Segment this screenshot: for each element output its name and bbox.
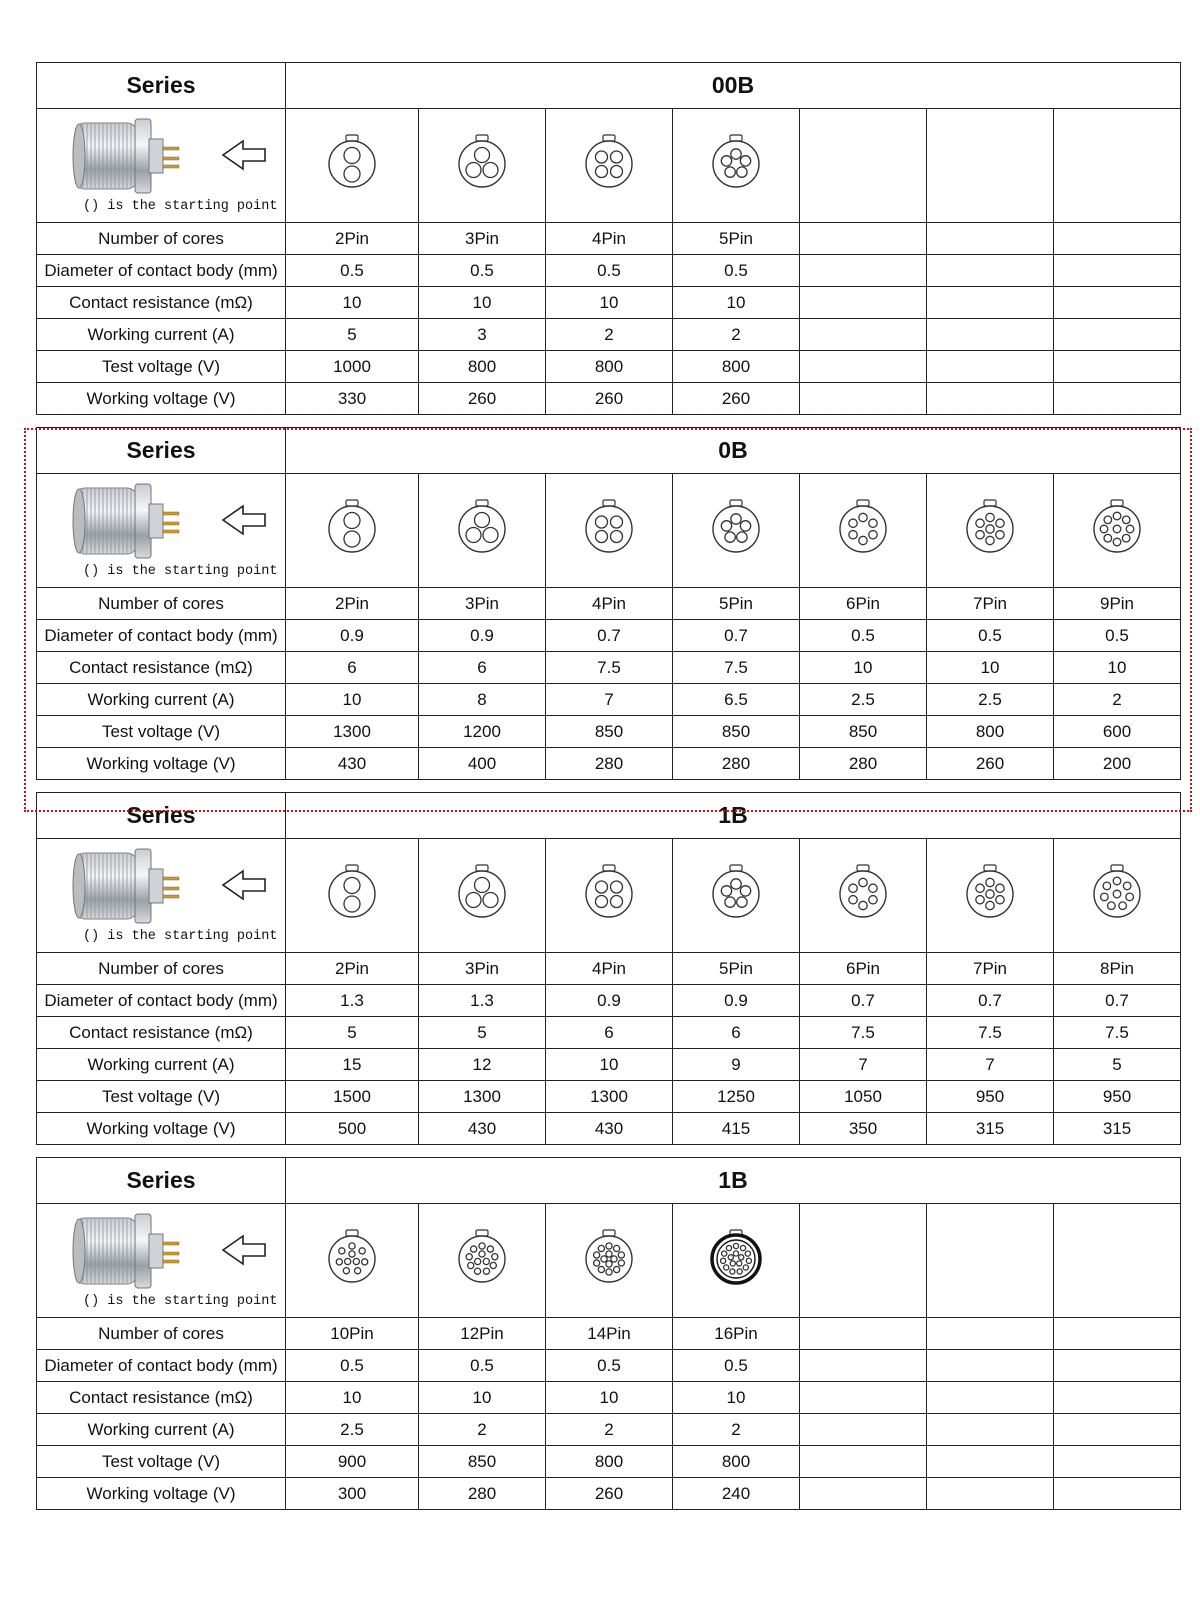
value-cell: 500 (286, 1113, 419, 1145)
pin-layout-icon (1087, 497, 1147, 559)
value-cell: 0.5 (927, 620, 1054, 652)
value-cell: 1300 (546, 1081, 673, 1113)
value-cell: 5 (286, 319, 419, 351)
value-cell: 4Pin (546, 588, 673, 620)
empty-cell (927, 287, 1054, 319)
table-row (37, 1414, 1181, 1446)
value-cell: 10 (1054, 652, 1181, 684)
value-cell: 1300 (286, 716, 419, 748)
empty-cell (800, 287, 927, 319)
row-label: Number of cores (37, 223, 286, 255)
value-cell: 10 (286, 1382, 419, 1414)
empty-cell (800, 1204, 927, 1318)
empty-cell (800, 109, 927, 223)
value-cell: 1250 (673, 1081, 800, 1113)
table-row (37, 1350, 1181, 1382)
table-row (37, 985, 1181, 1017)
table-row (37, 351, 1181, 383)
value-cell: 3 (419, 319, 546, 351)
value-cell: 7Pin (927, 588, 1054, 620)
series-name: 00B (286, 63, 1181, 109)
value-cell: 10 (927, 652, 1054, 684)
value-cell: 0.5 (286, 1350, 419, 1382)
pin-diagram-cell (1054, 839, 1181, 953)
row-label: Contact resistance (mΩ) (37, 652, 286, 684)
value-cell: 1050 (800, 1081, 927, 1113)
value-cell: 260 (546, 383, 673, 415)
connector-photo-cell (37, 109, 286, 223)
connector-photo (69, 847, 309, 927)
table-row (37, 287, 1181, 319)
value-cell: 9Pin (1054, 588, 1181, 620)
table-row (37, 1113, 1181, 1145)
value-cell: 315 (927, 1113, 1054, 1145)
value-cell: 7.5 (800, 1017, 927, 1049)
value-cell: 6Pin (800, 953, 927, 985)
value-cell: 2 (546, 319, 673, 351)
table-row (37, 1318, 1181, 1350)
row-label: Diameter of contact body (mm) (37, 985, 286, 1017)
value-cell: 1000 (286, 351, 419, 383)
value-cell: 1500 (286, 1081, 419, 1113)
pin-layout-icon (706, 132, 766, 194)
row-label: Diameter of contact body (mm) (37, 255, 286, 287)
value-cell: 2Pin (286, 588, 419, 620)
row-label: Number of cores (37, 588, 286, 620)
empty-cell (927, 1318, 1054, 1350)
value-cell: 850 (800, 716, 927, 748)
value-cell: 2 (419, 1414, 546, 1446)
value-cell: 0.9 (546, 985, 673, 1017)
starting-point-note: () is the starting point (83, 1294, 278, 1309)
value-cell: 12Pin (419, 1318, 546, 1350)
row-label: Working current (A) (37, 319, 286, 351)
pin-diagram-cell (673, 474, 800, 588)
series-label: Series (37, 428, 286, 474)
value-cell: 0.9 (286, 620, 419, 652)
value-cell: 3Pin (419, 223, 546, 255)
value-cell: 415 (673, 1113, 800, 1145)
value-cell: 2 (1054, 684, 1181, 716)
value-cell: 7 (800, 1049, 927, 1081)
pin-diagram-cell (419, 109, 546, 223)
pin-diagram-cell (546, 1204, 673, 1318)
value-cell: 6 (546, 1017, 673, 1049)
connector-photo (69, 482, 309, 562)
series-label: Series (37, 63, 286, 109)
row-label: Test voltage (V) (37, 351, 286, 383)
value-cell: 10 (419, 287, 546, 319)
row-label: Working current (A) (37, 1049, 286, 1081)
row-label: Working current (A) (37, 684, 286, 716)
value-cell: 200 (1054, 748, 1181, 780)
pin-layout-icon (960, 497, 1020, 559)
empty-cell (927, 1382, 1054, 1414)
row-label: Working current (A) (37, 1414, 286, 1446)
value-cell: 10 (546, 287, 673, 319)
value-cell: 7 (546, 684, 673, 716)
value-cell: 0.7 (1054, 985, 1181, 1017)
row-label: Working voltage (V) (37, 1113, 286, 1145)
value-cell: 300 (286, 1478, 419, 1510)
value-cell: 6 (286, 652, 419, 684)
series-name: 1B (286, 1158, 1181, 1204)
row-label: Contact resistance (mΩ) (37, 1382, 286, 1414)
value-cell: 6 (419, 652, 546, 684)
row-label: Contact resistance (mΩ) (37, 1017, 286, 1049)
value-cell: 0.5 (673, 1350, 800, 1382)
value-cell: 0.5 (800, 620, 927, 652)
series-label: Series (37, 793, 286, 839)
pin-diagram-cell (1054, 474, 1181, 588)
value-cell: 1.3 (419, 985, 546, 1017)
empty-cell (800, 351, 927, 383)
value-cell: 2Pin (286, 223, 419, 255)
pin-layout-icon (833, 497, 893, 559)
row-label: Working voltage (V) (37, 748, 286, 780)
value-cell: 0.5 (1054, 620, 1181, 652)
value-cell: 10 (286, 287, 419, 319)
table-row (37, 1382, 1181, 1414)
series-name: 0B (286, 428, 1181, 474)
value-cell: 2.5 (286, 1414, 419, 1446)
pin-diagram-cell (800, 839, 927, 953)
pin-diagram-cell (546, 839, 673, 953)
empty-cell (800, 1414, 927, 1446)
value-cell: 10 (673, 287, 800, 319)
pin-diagram-cell (546, 109, 673, 223)
empty-cell (927, 1446, 1054, 1478)
starting-point-note: () is the starting point (83, 929, 278, 944)
row-label: Number of cores (37, 953, 286, 985)
value-cell: 950 (927, 1081, 1054, 1113)
pin-layout-icon (452, 1227, 512, 1289)
pin-layout-icon (579, 132, 639, 194)
empty-cell (800, 255, 927, 287)
value-cell: 350 (800, 1113, 927, 1145)
pin-layout-icon (579, 1227, 639, 1289)
pin-diagram-cell (673, 1204, 800, 1318)
value-cell: 6Pin (800, 588, 927, 620)
value-cell: 0.7 (800, 985, 927, 1017)
value-cell: 2 (546, 1414, 673, 1446)
value-cell: 12 (419, 1049, 546, 1081)
value-cell: 10 (800, 652, 927, 684)
value-cell: 260 (546, 1478, 673, 1510)
pin-layout-icon (706, 1227, 766, 1289)
empty-cell (927, 1414, 1054, 1446)
row-label: Working voltage (V) (37, 383, 286, 415)
table-row (37, 684, 1181, 716)
empty-cell (1054, 287, 1181, 319)
value-cell: 260 (673, 383, 800, 415)
value-cell: 0.9 (673, 985, 800, 1017)
empty-cell (927, 1204, 1054, 1318)
value-cell: 260 (927, 748, 1054, 780)
value-cell: 280 (419, 1478, 546, 1510)
pin-layout-icon (579, 497, 639, 559)
pin-layout-icon (960, 862, 1020, 924)
empty-cell (927, 223, 1054, 255)
value-cell: 2Pin (286, 953, 419, 985)
empty-cell (800, 1350, 927, 1382)
value-cell: 10 (419, 1382, 546, 1414)
value-cell: 7Pin (927, 953, 1054, 985)
value-cell: 430 (546, 1113, 673, 1145)
value-cell: 800 (673, 351, 800, 383)
connector-photo (69, 117, 309, 197)
value-cell: 4Pin (546, 953, 673, 985)
value-cell: 0.5 (546, 1350, 673, 1382)
empty-cell (800, 1478, 927, 1510)
pin-diagram-cell (419, 1204, 546, 1318)
table-row (37, 319, 1181, 351)
empty-cell (1054, 1350, 1181, 1382)
value-cell: 16Pin (673, 1318, 800, 1350)
pin-diagram-cell (419, 839, 546, 953)
connector-photo-cell (37, 474, 286, 588)
value-cell: 5Pin (673, 223, 800, 255)
series-table-1b (36, 1157, 1181, 1510)
pin-diagram-cell (419, 474, 546, 588)
pin-layout-icon (579, 862, 639, 924)
value-cell: 5 (419, 1017, 546, 1049)
table-row (37, 620, 1181, 652)
empty-cell (1054, 223, 1181, 255)
starting-point-note: () is the starting point (83, 564, 278, 579)
empty-cell (800, 223, 927, 255)
value-cell: 14Pin (546, 1318, 673, 1350)
value-cell: 3Pin (419, 588, 546, 620)
empty-cell (1054, 1318, 1181, 1350)
empty-cell (800, 1446, 927, 1478)
value-cell: 8Pin (1054, 953, 1181, 985)
table-row (37, 588, 1181, 620)
value-cell: 0.5 (419, 1350, 546, 1382)
value-cell: 7.5 (546, 652, 673, 684)
table-row (37, 748, 1181, 780)
empty-cell (1054, 1414, 1181, 1446)
pin-layout-icon (1087, 862, 1147, 924)
series-table-0b (36, 427, 1181, 780)
value-cell: 1200 (419, 716, 546, 748)
value-cell: 5Pin (673, 588, 800, 620)
table-row (37, 652, 1181, 684)
row-label: Test voltage (V) (37, 1446, 286, 1478)
value-cell: 0.5 (673, 255, 800, 287)
value-cell: 280 (800, 748, 927, 780)
empty-cell (927, 109, 1054, 223)
empty-cell (1054, 1478, 1181, 1510)
value-cell: 2.5 (927, 684, 1054, 716)
value-cell: 0.7 (673, 620, 800, 652)
value-cell: 9 (673, 1049, 800, 1081)
value-cell: 15 (286, 1049, 419, 1081)
row-label: Working voltage (V) (37, 1478, 286, 1510)
value-cell: 430 (419, 1113, 546, 1145)
table-row (37, 953, 1181, 985)
value-cell: 6 (673, 1017, 800, 1049)
series-table-00b (36, 62, 1181, 415)
value-cell: 0.5 (419, 255, 546, 287)
value-cell: 2.5 (800, 684, 927, 716)
connector-photo-cell (37, 1204, 286, 1318)
value-cell: 800 (546, 351, 673, 383)
value-cell: 7.5 (927, 1017, 1054, 1049)
value-cell: 0.7 (927, 985, 1054, 1017)
row-label: Diameter of contact body (mm) (37, 620, 286, 652)
pin-layout-icon (322, 497, 382, 559)
empty-cell (927, 1350, 1054, 1382)
row-label: Contact resistance (mΩ) (37, 287, 286, 319)
pin-layout-icon (322, 132, 382, 194)
pin-diagram-cell (927, 839, 1054, 953)
empty-cell (800, 319, 927, 351)
value-cell: 2 (673, 1414, 800, 1446)
value-cell: 6.5 (673, 684, 800, 716)
pin-layout-icon (452, 862, 512, 924)
series-table-1b (36, 792, 1181, 1145)
value-cell: 0.7 (546, 620, 673, 652)
value-cell: 7 (927, 1049, 1054, 1081)
connector-photo-cell (37, 839, 286, 953)
empty-cell (1054, 383, 1181, 415)
value-cell: 800 (546, 1446, 673, 1478)
table-row (37, 1049, 1181, 1081)
value-cell: 850 (673, 716, 800, 748)
value-cell: 600 (1054, 716, 1181, 748)
value-cell: 10 (546, 1382, 673, 1414)
value-cell: 1.3 (286, 985, 419, 1017)
value-cell: 10 (673, 1382, 800, 1414)
table-row (37, 1478, 1181, 1510)
value-cell: 400 (419, 748, 546, 780)
value-cell: 2 (673, 319, 800, 351)
pin-layout-icon (706, 497, 766, 559)
empty-cell (927, 383, 1054, 415)
value-cell: 5 (1054, 1049, 1181, 1081)
value-cell: 280 (673, 748, 800, 780)
series-label: Series (37, 1158, 286, 1204)
table-row (37, 1017, 1181, 1049)
value-cell: 3Pin (419, 953, 546, 985)
value-cell: 0.5 (546, 255, 673, 287)
table-row (37, 383, 1181, 415)
starting-point-note: () is the starting point (83, 199, 278, 214)
empty-cell (927, 1478, 1054, 1510)
value-cell: 850 (419, 1446, 546, 1478)
value-cell: 7.5 (673, 652, 800, 684)
pin-layout-icon (452, 497, 512, 559)
value-cell: 0.9 (419, 620, 546, 652)
empty-cell (927, 319, 1054, 351)
value-cell: 280 (546, 748, 673, 780)
empty-cell (1054, 319, 1181, 351)
value-cell: 0.5 (286, 255, 419, 287)
value-cell: 5Pin (673, 953, 800, 985)
value-cell: 1300 (419, 1081, 546, 1113)
pin-layout-icon (322, 1227, 382, 1289)
empty-cell (800, 383, 927, 415)
empty-cell (1054, 1446, 1181, 1478)
value-cell: 8 (419, 684, 546, 716)
connector-photo (69, 1212, 309, 1292)
empty-cell (927, 351, 1054, 383)
empty-cell (1054, 255, 1181, 287)
value-cell: 4Pin (546, 223, 673, 255)
value-cell: 800 (673, 1446, 800, 1478)
value-cell: 10 (546, 1049, 673, 1081)
empty-cell (927, 255, 1054, 287)
series-name: 1B (286, 793, 1181, 839)
pin-layout-icon (706, 862, 766, 924)
value-cell: 7.5 (1054, 1017, 1181, 1049)
empty-cell (1054, 1382, 1181, 1414)
value-cell: 260 (419, 383, 546, 415)
pin-diagram-cell (927, 474, 1054, 588)
empty-cell (1054, 351, 1181, 383)
empty-cell (800, 1382, 927, 1414)
pin-diagram-cell (546, 474, 673, 588)
value-cell: 800 (419, 351, 546, 383)
row-label: Diameter of contact body (mm) (37, 1350, 286, 1382)
value-cell: 330 (286, 383, 419, 415)
pin-layout-icon (833, 862, 893, 924)
pin-diagram-cell (673, 839, 800, 953)
value-cell: 10 (286, 684, 419, 716)
value-cell: 240 (673, 1478, 800, 1510)
value-cell: 950 (1054, 1081, 1181, 1113)
empty-cell (1054, 1204, 1181, 1318)
value-cell: 5 (286, 1017, 419, 1049)
table-row (37, 1081, 1181, 1113)
row-label: Number of cores (37, 1318, 286, 1350)
value-cell: 430 (286, 748, 419, 780)
empty-cell (800, 1318, 927, 1350)
value-cell: 315 (1054, 1113, 1181, 1145)
value-cell: 10Pin (286, 1318, 419, 1350)
value-cell: 900 (286, 1446, 419, 1478)
pin-diagram-cell (673, 109, 800, 223)
value-cell: 850 (546, 716, 673, 748)
pin-diagram-cell (800, 474, 927, 588)
table-row (37, 1446, 1181, 1478)
empty-cell (1054, 109, 1181, 223)
pin-layout-icon (322, 862, 382, 924)
row-label: Test voltage (V) (37, 1081, 286, 1113)
row-label: Test voltage (V) (37, 716, 286, 748)
pin-layout-icon (452, 132, 512, 194)
table-row (37, 255, 1181, 287)
value-cell: 800 (927, 716, 1054, 748)
table-row (37, 716, 1181, 748)
table-row (37, 223, 1181, 255)
